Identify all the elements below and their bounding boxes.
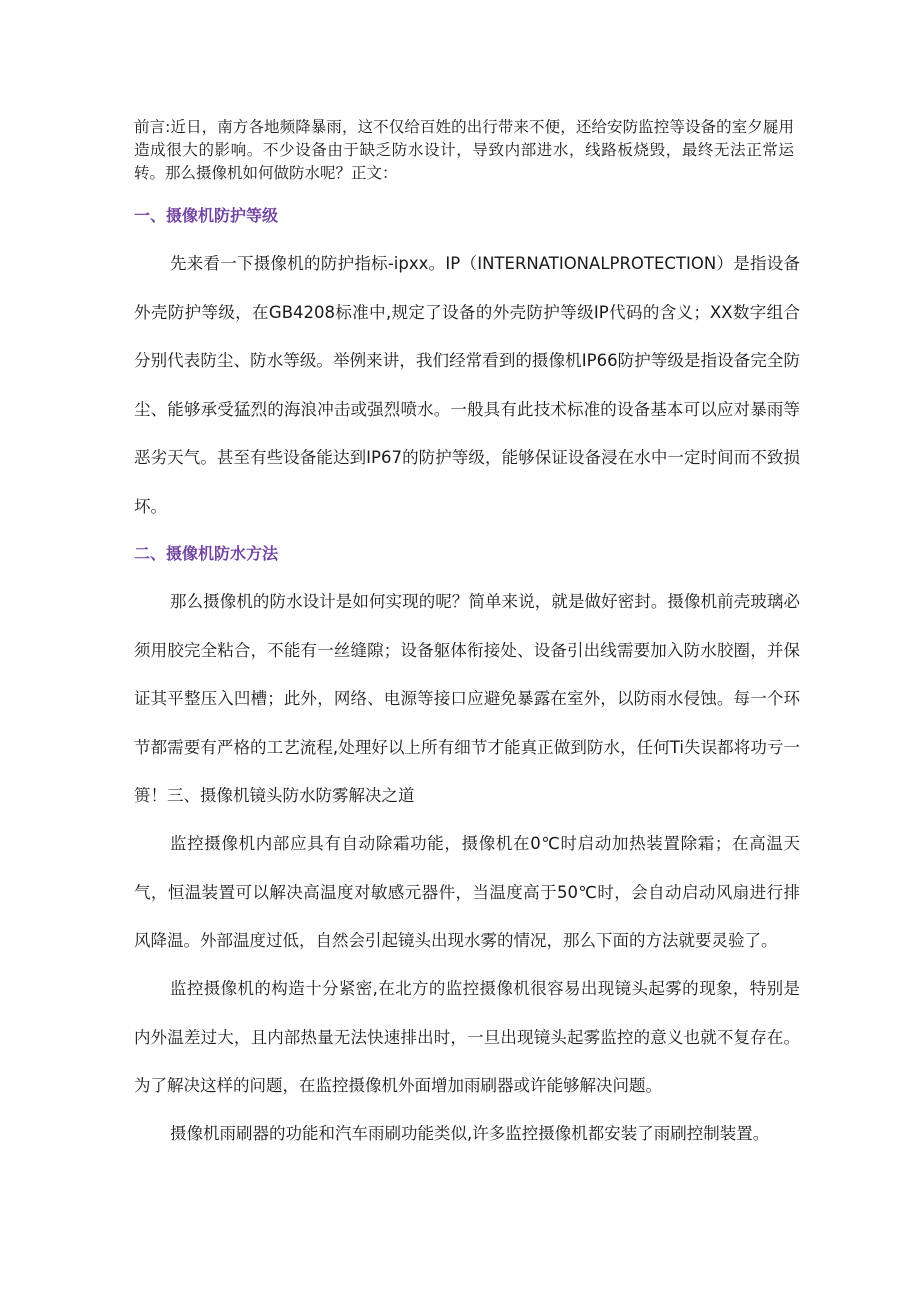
- section-2-paragraph-4: 摄像机雨刷器的功能和汽车雨刷功能类似,许多监控摄像机都安装了雨刷控制装置。: [170, 1124, 770, 1143]
- section-2-paragraph-2: 监控摄像机内部应具有自动除霜功能，摄像机在0℃时启动加热装置除霜；在高温天气，恒温装置可以解决高温度对敏感元器件，当温度高于50℃时，会自动启动风扇进行排风降温。外部温度过低，自然会引起镜头出现水雾的情况，那么下面的方法就要灵验了。: [134, 834, 800, 950]
- intro-paragraph: 前言:近日，南方各地频降暴雨，这不仅给百姓的出行带来不便，还给安防监控等设备的室夕屣用造成很大的影响。不少设备由于缺乏防水设计，导致内部进水，线路板烧毁，最终无法正常运转。那么摄像机如何做防水呢？正文：: [134, 118, 794, 182]
- section-1-heading: 一、摄像机防护等级: [134, 206, 279, 225]
- section-1-paragraph: 先来看一下摄像机的防护指标-ipxx。IP（INTERNATIONALPROTECTION）是指设备外壳防护等级，在GB4208标准中,规定了设备的外壳防护等级IP代码的含义；XX数字组合分别代表防尘、防水等级。举例来讲，我们经常看到的摄像机IP66防护等级是指设备完全防尘、能够承受猛烈的海浪冲击或强烈喷水。一般具有此技术标准的设备基本可以应对暴雨等恶劣天气。甚至有些设备能达到IP67的防护等级，能够保证设备浸在水中一定时间而不致损坏。: [134, 254, 800, 516]
- section-2-heading: 二、摄像机防水方法: [134, 544, 279, 563]
- section-2-paragraph-3: 监控摄像机的构造十分紧密,在北方的监控摄像机很容易出现镜头起雾的现象，特别是内外温差过大，且内部热量无法快速排出时，一旦出现镜头起雾监控的意义也就不复存在。为了解决这样的问题，在监控摄像机外面增加雨刷器或许能够解决问题。: [134, 979, 800, 1095]
- section-2-paragraph-1: 那么摄像机的防水设计是如何实现的呢？简单来说，就是做好密封。摄像机前壳玻璃必须用胶完全粘合，不能有一丝缝隙；设备躯体衔接处、设备引出线需要加入防水胶圈，并保证其平整压入凹槽；此外，网络、电源等接口应避免暴露在室外，以防雨水侵蚀。每一个环节都需要有严格的工艺流程,处理好以上所有细节才能真正做到防水，任何Ti失误都将功亏一篑！三、摄像机镜头防水防雾解决之道: [134, 592, 800, 805]
